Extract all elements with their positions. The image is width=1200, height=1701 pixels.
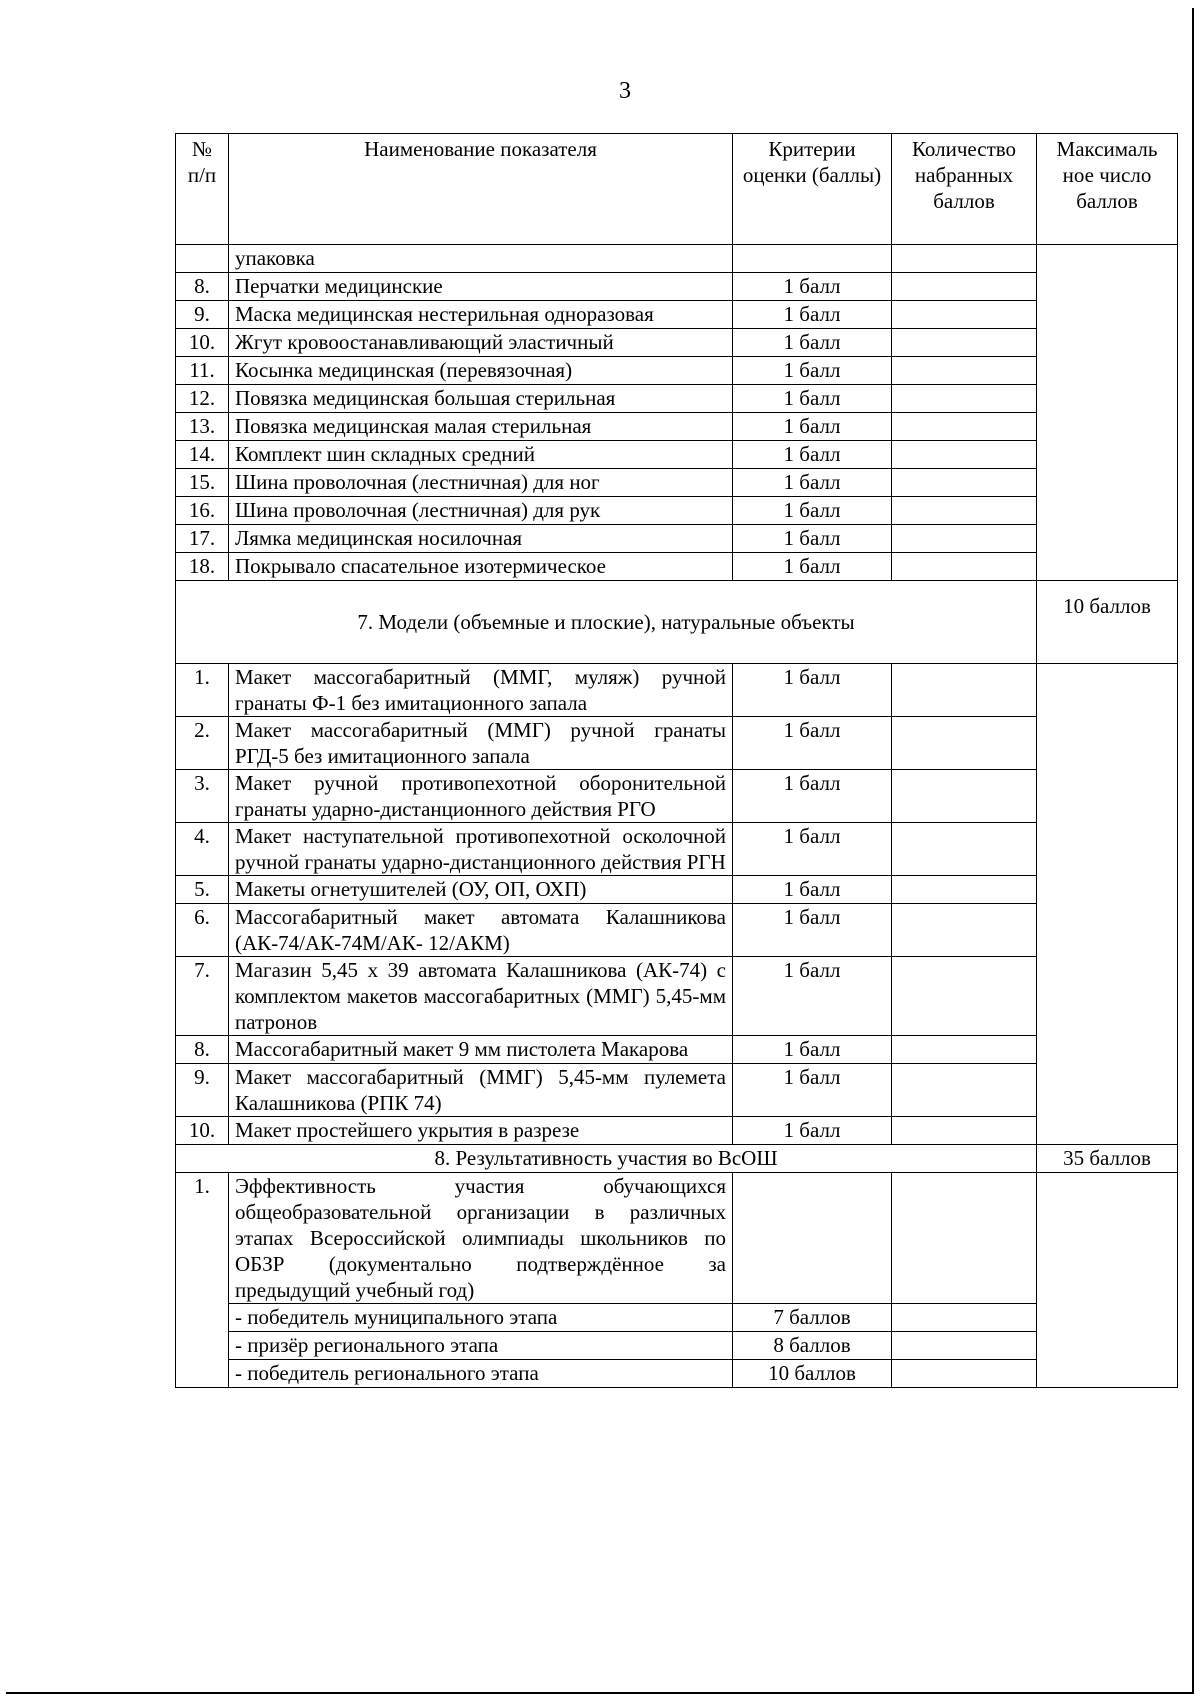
row-name: Покрывало спасательное изотермическое [229,553,733,581]
row-criteria [733,245,892,273]
row-criteria: 1 балл [733,876,892,904]
table-row [176,413,1178,441]
row-name: Массогабаритный макет 9 мм пистолета Макарова [229,1036,733,1064]
row-num: 9. [176,1064,229,1117]
row-scored [892,904,1037,957]
table-row [176,957,1178,1036]
row-criteria: 1 балл [733,301,892,329]
table-subrow [176,1332,1178,1360]
subrow-criteria: 10 баллов [733,1360,892,1388]
row-name: Жгут кровоостанавливающий эластичный [229,329,733,357]
row-scored [892,1036,1037,1064]
row-name: Макет ручной противопехотной оборонительной гранаты ударно-дистанционного действия РГО [229,770,733,823]
row-scored [892,413,1037,441]
section-8-max: 35 баллов [1037,1145,1178,1173]
section-8 [176,1145,1178,1388]
table-row [176,770,1178,823]
subrow-criteria: 8 баллов [733,1332,892,1360]
row-num: 18. [176,553,229,581]
row-name: Эффективность участия обучающихся общеобразовательной организации в различных этапах Всероссийской олимпиады школьников по ОБЗР (документально подтверждённое за предыдущий учебный год) [229,1173,733,1304]
section-8-title: 8. Результативность участия во ВсОШ [176,1145,1037,1173]
row-name: Макет простейшего укрытия в разрезе [229,1117,733,1145]
table-row [176,1036,1178,1064]
criteria-table [175,133,1178,1388]
row-criteria: 1 балл [733,385,892,413]
row-scored [892,469,1037,497]
row-name: упаковка [229,245,733,273]
row-name: Магазин 5,45 х 39 автомата Калашникова (АК-74) с комплектом макетов массогабаритных (ММГ) 5,45-мм патронов [229,957,733,1036]
row-criteria: 1 балл [733,413,892,441]
row-name: Массогабаритный макет автомата Калашникова (АК-74/АК-74М/АК- 12/АКМ) [229,904,733,957]
row-scored [892,441,1037,469]
row-criteria: 1 балл [733,904,892,957]
table-row [176,273,1178,301]
table-row [176,717,1178,770]
page-number: 3 [619,78,631,104]
row-criteria: 1 балл [733,525,892,553]
row-scored [892,770,1037,823]
table-header-row [176,134,1178,245]
table-row [176,497,1178,525]
table-row [176,469,1178,497]
header-scored: Количество набранных баллов [892,134,1037,245]
header-max: Максималь ное число баллов [1037,134,1178,245]
table-row [176,441,1178,469]
row-scored [892,717,1037,770]
row-max [1037,1173,1178,1388]
row-name: Комплект шин складных средний [229,441,733,469]
row-criteria: 1 балл [733,357,892,385]
row-num: 13. [176,413,229,441]
table-row [176,385,1178,413]
row-name: Макет массогабаритный (ММГ) ручной гранаты РГД-5 без имитационного запала [229,717,733,770]
table-row [176,1117,1178,1145]
row-scored [892,876,1037,904]
row-num: 7. [176,957,229,1036]
table-row [176,245,1178,273]
subrow-scored [892,1332,1037,1360]
row-num: 14. [176,441,229,469]
row-criteria: 1 балл [733,1117,892,1145]
row-name: Косынка медицинская (перевязочная) [229,357,733,385]
subrow-criteria: 7 баллов [733,1304,892,1332]
table-row [176,553,1178,581]
row-criteria: 1 балл [733,329,892,357]
row-num: 1. [176,1173,229,1388]
subrow-name: - победитель регионального этапа [229,1360,733,1388]
header-criteria: Критерии оценки (баллы) [733,134,892,245]
row-num [176,245,229,273]
row-criteria: 1 балл [733,1036,892,1064]
row-name: Маска медицинская нестерильная одноразовая [229,301,733,329]
row-scored [892,385,1037,413]
row-max [1037,664,1178,1145]
row-num: 10. [176,329,229,357]
row-scored [892,245,1037,273]
table-row [176,1064,1178,1117]
table-row [176,301,1178,329]
row-scored [892,553,1037,581]
section-7 [176,581,1178,664]
row-criteria: 1 балл [733,469,892,497]
section-7-header-row [176,581,1178,664]
table-row [176,664,1178,717]
row-name: Макет массогабаритный (ММГ, муляж) ручной гранаты Ф-1 без имитационного запала [229,664,733,717]
row-name: Макет наступательной противопехотной осколочной ручной гранаты ударно-дистанционного действия РГН [229,823,733,876]
row-name: Шина проволочная (лестничная) для рук [229,497,733,525]
row-num: 4. [176,823,229,876]
table-subrow [176,1304,1178,1332]
row-scored [892,1064,1037,1117]
subrow-name: - победитель муниципального этапа [229,1304,733,1332]
table-row [176,525,1178,553]
row-num: 12. [176,385,229,413]
table-row [176,823,1178,876]
section-7-title: 7. Модели (объемные и плоские), натуральные объекты [176,581,1037,664]
row-criteria: 1 балл [733,273,892,301]
row-num: 5. [176,876,229,904]
subrow-name: - призёр регионального этапа [229,1332,733,1360]
row-scored [892,664,1037,717]
row-num: 3. [176,770,229,823]
row-scored [892,1117,1037,1145]
row-max [1037,245,1178,581]
table-row [176,357,1178,385]
row-num: 17. [176,525,229,553]
row-num: 16. [176,497,229,525]
row-num: 2. [176,717,229,770]
row-name: Лямка медицинская носилочная [229,525,733,553]
row-criteria: 1 балл [733,717,892,770]
row-name: Макеты огнетушителей (ОУ, ОП, ОХП) [229,876,733,904]
row-name: Перчатки медицинские [229,273,733,301]
row-scored [892,329,1037,357]
row-scored [892,1173,1037,1304]
row-scored [892,525,1037,553]
row-criteria: 1 балл [733,1064,892,1117]
row-criteria: 1 балл [733,664,892,717]
row-name: Повязка медицинская малая стерильная [229,413,733,441]
row-scored [892,301,1037,329]
top-rows [176,245,1178,581]
row-num: 10. [176,1117,229,1145]
row-num: 8. [176,1036,229,1064]
subrow-scored [892,1360,1037,1388]
row-criteria: 1 балл [733,553,892,581]
row-scored [892,957,1037,1036]
row-num: 8. [176,273,229,301]
subrow-scored [892,1304,1037,1332]
row-criteria: 1 балл [733,441,892,469]
row-scored [892,273,1037,301]
header-name: Наименование показателя [229,134,733,245]
row-num: 11. [176,357,229,385]
table-row [176,904,1178,957]
row-criteria [733,1173,892,1304]
row-scored [892,823,1037,876]
table-row [176,876,1178,904]
row-criteria: 1 балл [733,497,892,525]
row-criteria: 1 балл [733,823,892,876]
row-num: 9. [176,301,229,329]
table-subrow [176,1360,1178,1388]
header-num: № п/п [176,134,229,245]
row-num: 6. [176,904,229,957]
row-name: Шина проволочная (лестничная) для ног [229,469,733,497]
section-8-header-row [176,1145,1178,1173]
row-criteria: 1 балл [733,957,892,1036]
section-7-max: 10 баллов [1037,581,1178,664]
row-scored [892,357,1037,385]
row-scored [892,497,1037,525]
row-num: 1. [176,664,229,717]
row-name: Макет массогабаритный (ММГ) 5,45-мм пулемета Калашникова (РПК 74) [229,1064,733,1117]
table-row [176,329,1178,357]
table-row [176,1173,1178,1304]
row-criteria: 1 балл [733,770,892,823]
section-7-rows [176,664,1178,1145]
row-name: Повязка медицинская большая стерильная [229,385,733,413]
row-num: 15. [176,469,229,497]
